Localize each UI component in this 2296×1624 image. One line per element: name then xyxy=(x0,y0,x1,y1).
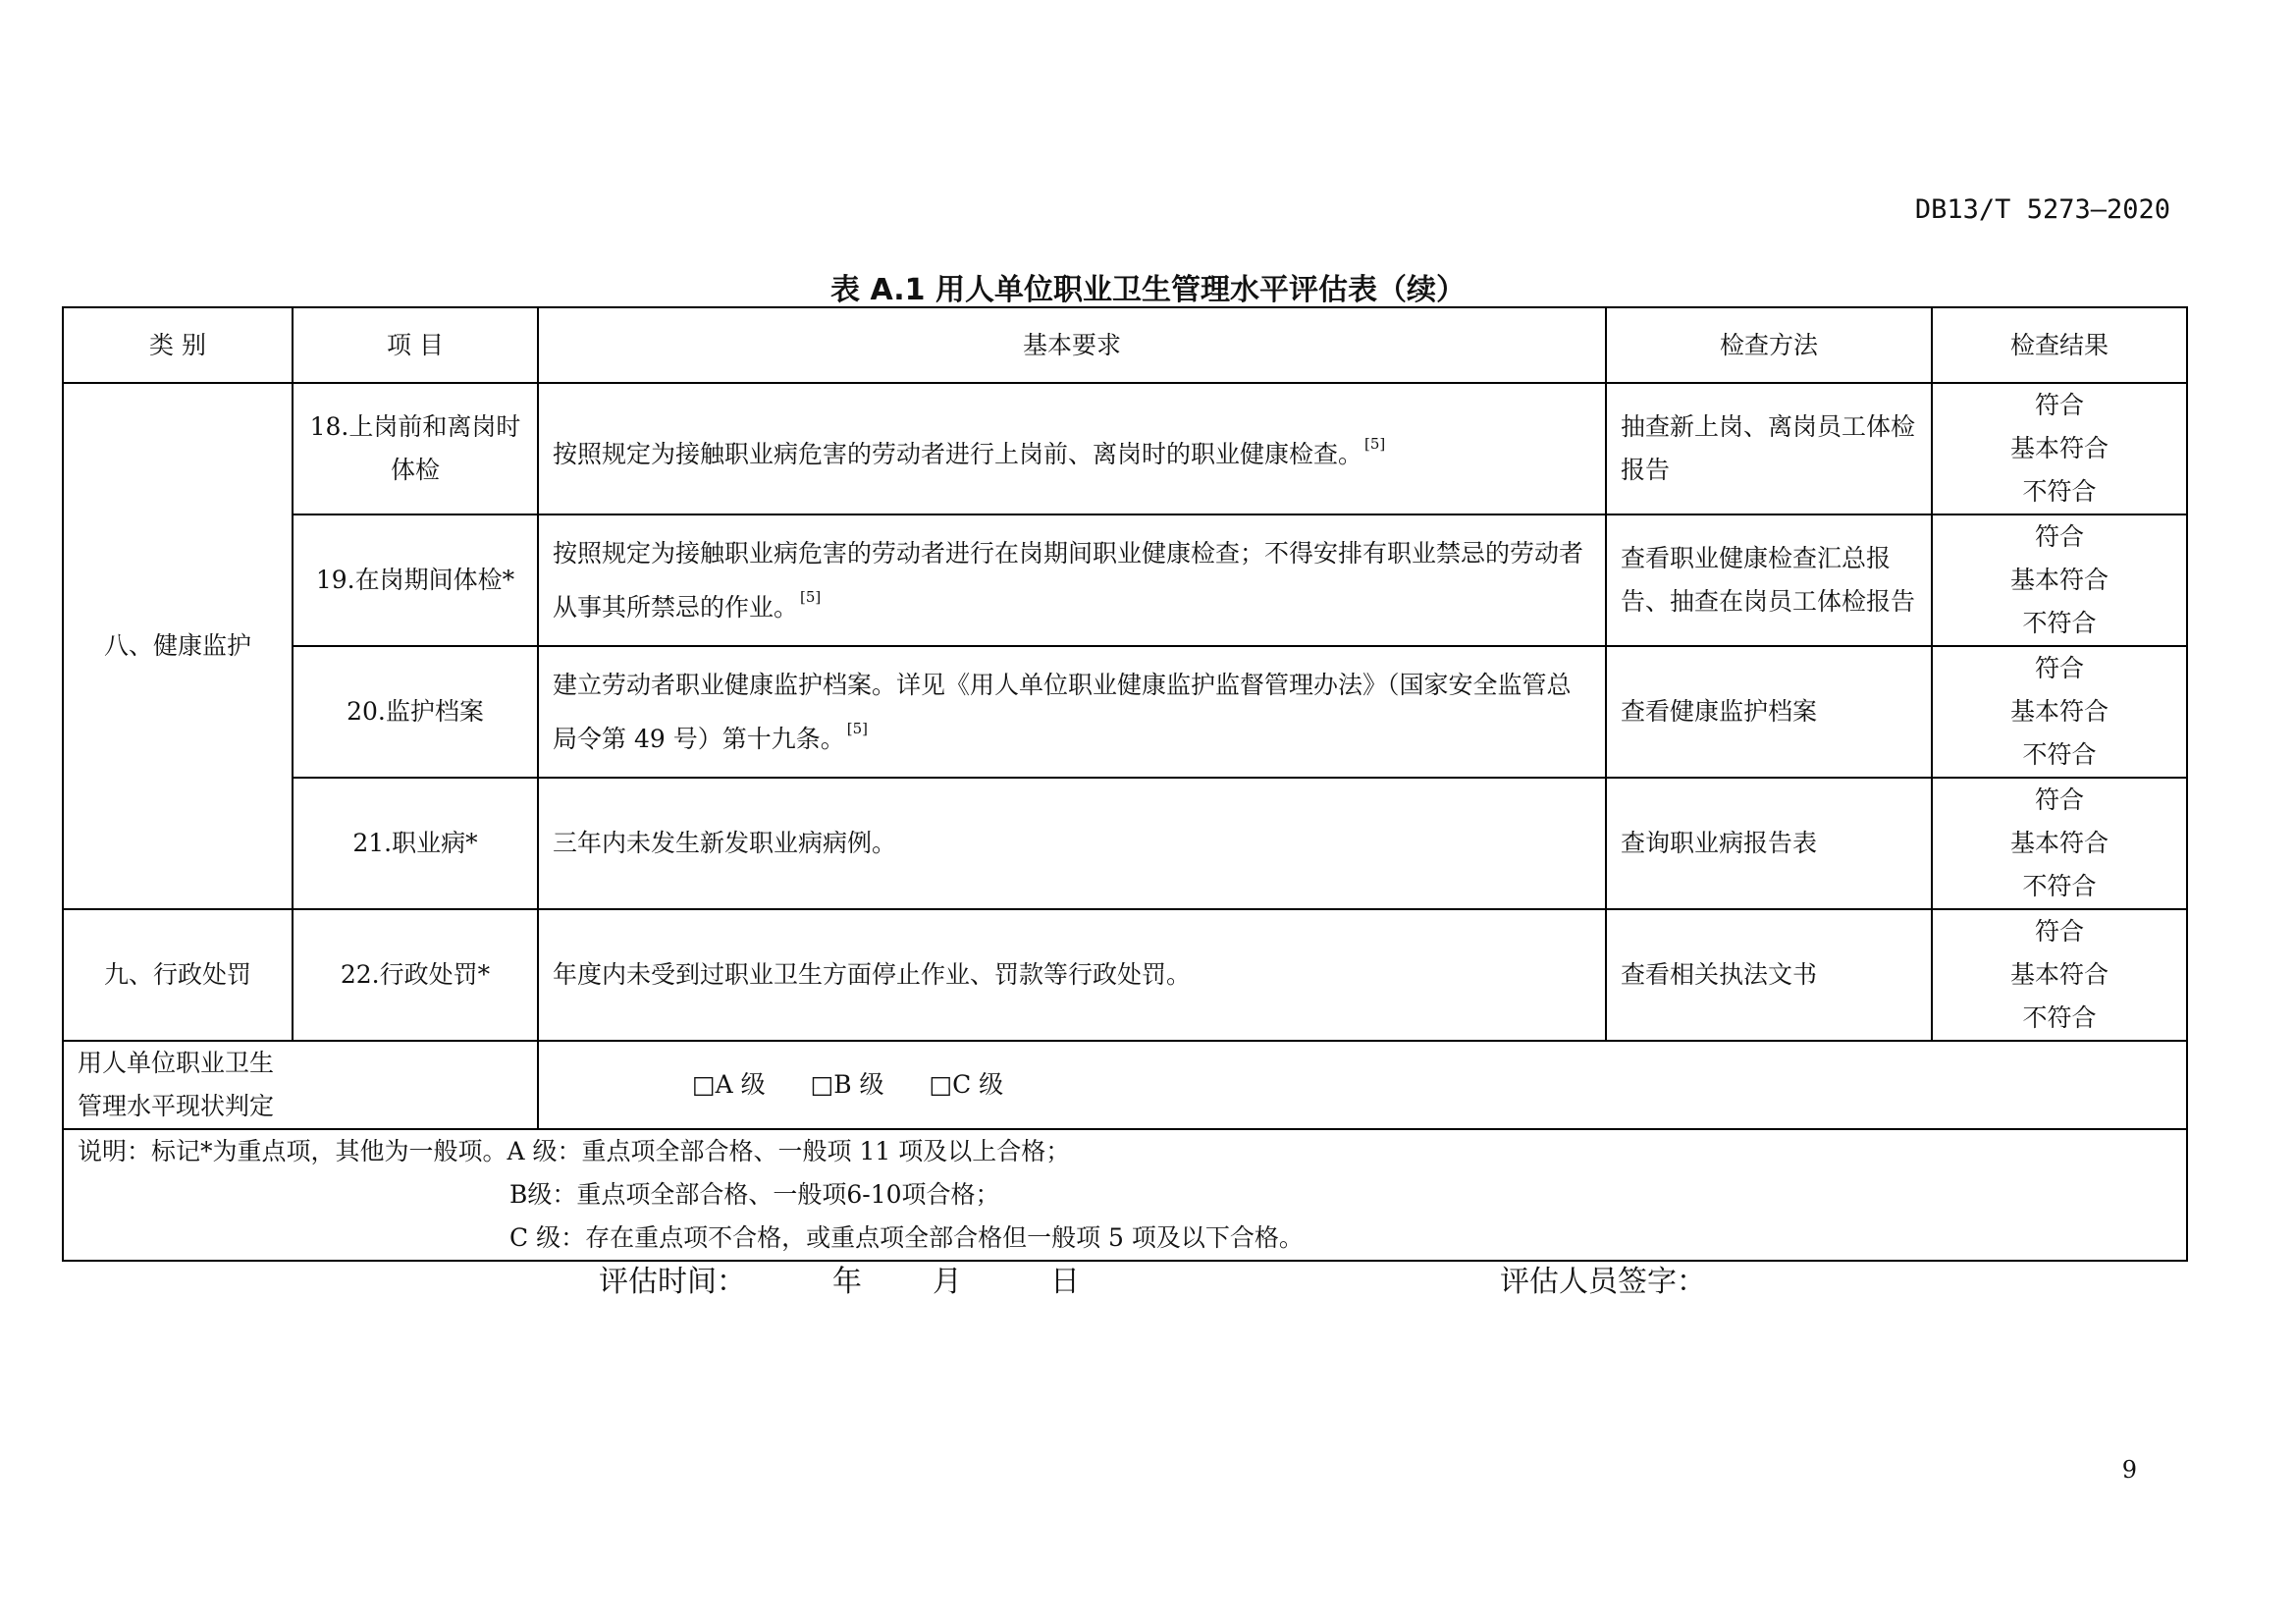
category-penalty: 九、行政处罚 xyxy=(63,909,293,1041)
note-cell xyxy=(63,1129,2187,1261)
table-title: 表 A.1 用人单位职业卫生管理水平评估表（续） xyxy=(830,273,1466,307)
result-fail: 不符合 xyxy=(2022,872,2097,900)
signer-label: 评估人员签字： xyxy=(1500,1265,1706,1299)
item-cell: 19.在岗期间体检* xyxy=(293,514,538,646)
header-requirement: 基本要求 xyxy=(538,307,1606,383)
requirement-cell: 按照规定为接触职业病危害的劳动者进行在岗期间职业健康检查；不得安排有职业禁忌的劳动者从事其所禁忌的作业。 [5] xyxy=(538,514,1606,646)
result-pass: 符合 xyxy=(2034,522,2084,551)
document-code: DB13/T 5273—2020 xyxy=(1914,194,2170,225)
result-pass: 符合 xyxy=(2034,391,2084,419)
result-basic-pass: 基本符合 xyxy=(2009,566,2109,594)
result-basic-pass: 基本符合 xyxy=(2009,434,2109,462)
header-item: 项 目 xyxy=(293,307,538,383)
page-number: 9 xyxy=(2121,1456,2137,1484)
result-basic-pass: 基本符合 xyxy=(2009,829,2109,857)
requirement-cell: 建立劳动者职业健康监护档案。详见《用人单位职业健康监护监督管理办法》（国家安全监管总局令第 49 号）第十九条。 [5] xyxy=(538,646,1606,778)
result-fail: 不符合 xyxy=(2022,477,2097,506)
result-pass: 符合 xyxy=(2034,917,2084,946)
method-cell: 查看健康监护档案 xyxy=(1606,646,1932,778)
verdict-label: 用人单位职业卫生 管理水平现状判定 xyxy=(63,1041,538,1129)
requirement-cell: 年度内未受到过职业卫生方面停止作业、罚款等行政处罚。 xyxy=(538,909,1606,1041)
table-header-row xyxy=(63,307,2187,383)
result-options xyxy=(1932,646,2187,778)
reference-mark: [5] xyxy=(800,587,822,606)
result-fail: 不符合 xyxy=(2022,740,2097,769)
reference-mark: [5] xyxy=(1364,434,1386,453)
method-cell: 抽查新上岗、离岗员工体检报告 xyxy=(1606,383,1932,514)
note-line: 说明：标记*为重点项，其他为一般项。A 级：重点项全部合格、一般项 11 项及以上合格； xyxy=(78,1137,1071,1165)
result-fail: 不符合 xyxy=(2022,1003,2097,1032)
category-health: 八、健康监护 xyxy=(63,383,293,909)
table-row xyxy=(63,383,2187,514)
result-options xyxy=(1932,778,2187,909)
month-label: 月 xyxy=(933,1265,962,1299)
note-line: C 级：存在重点项不合格，或重点项全部合格但一般项 5 项及以下合格。 xyxy=(509,1223,1304,1252)
header-method: 检查方法 xyxy=(1606,307,1932,383)
item-cell: 22.行政处罚* xyxy=(293,909,538,1041)
result-fail: 不符合 xyxy=(2022,609,2097,637)
method-cell: 查看职业健康检查汇总报告、抽查在岗员工体检报告 xyxy=(1606,514,1932,646)
result-options xyxy=(1932,909,2187,1041)
note-line: B级：重点项全部合格、一般项6-10项合格； xyxy=(509,1180,1000,1209)
grade-c-checkbox[interactable]: □C 级 xyxy=(929,1070,1004,1099)
item-cell: 18.上岗前和离岗时体检 xyxy=(293,383,538,514)
reference-mark: [5] xyxy=(846,719,868,737)
method-cell: 查看相关执法文书 xyxy=(1606,909,1932,1041)
item-cell: 21.职业病* xyxy=(293,778,538,909)
table-row xyxy=(63,646,2187,778)
evaluation-time-label: 评估时间： xyxy=(599,1265,746,1299)
day-label: 日 xyxy=(1050,1265,1080,1299)
requirement-cell: 三年内未发生新发职业病病例。 xyxy=(538,778,1606,909)
header-category: 类 别 xyxy=(63,307,293,383)
result-basic-pass: 基本符合 xyxy=(2009,697,2109,726)
verdict-row xyxy=(63,1041,2187,1129)
evaluation-table xyxy=(62,306,2188,1262)
result-pass: 符合 xyxy=(2034,785,2084,814)
table-row xyxy=(63,514,2187,646)
method-cell: 查询职业病报告表 xyxy=(1606,778,1932,909)
grade-a-checkbox[interactable]: □A 级 xyxy=(692,1070,766,1099)
year-label: 年 xyxy=(832,1265,862,1299)
note-row xyxy=(63,1129,2187,1261)
grade-b-checkbox[interactable]: □B 级 xyxy=(810,1070,884,1099)
header-result: 检查结果 xyxy=(1932,307,2187,383)
table-row xyxy=(63,778,2187,909)
item-cell: 20.监护档案 xyxy=(293,646,538,778)
requirement-cell: 按照规定为接触职业病危害的劳动者进行上岗前、离岗时的职业健康检查。 [5] xyxy=(538,383,1606,514)
result-pass: 符合 xyxy=(2034,654,2084,682)
table-row xyxy=(63,909,2187,1041)
result-options xyxy=(1932,383,2187,514)
result-options xyxy=(1932,514,2187,646)
verdict-options xyxy=(538,1041,2187,1129)
result-basic-pass: 基本符合 xyxy=(2009,960,2109,989)
